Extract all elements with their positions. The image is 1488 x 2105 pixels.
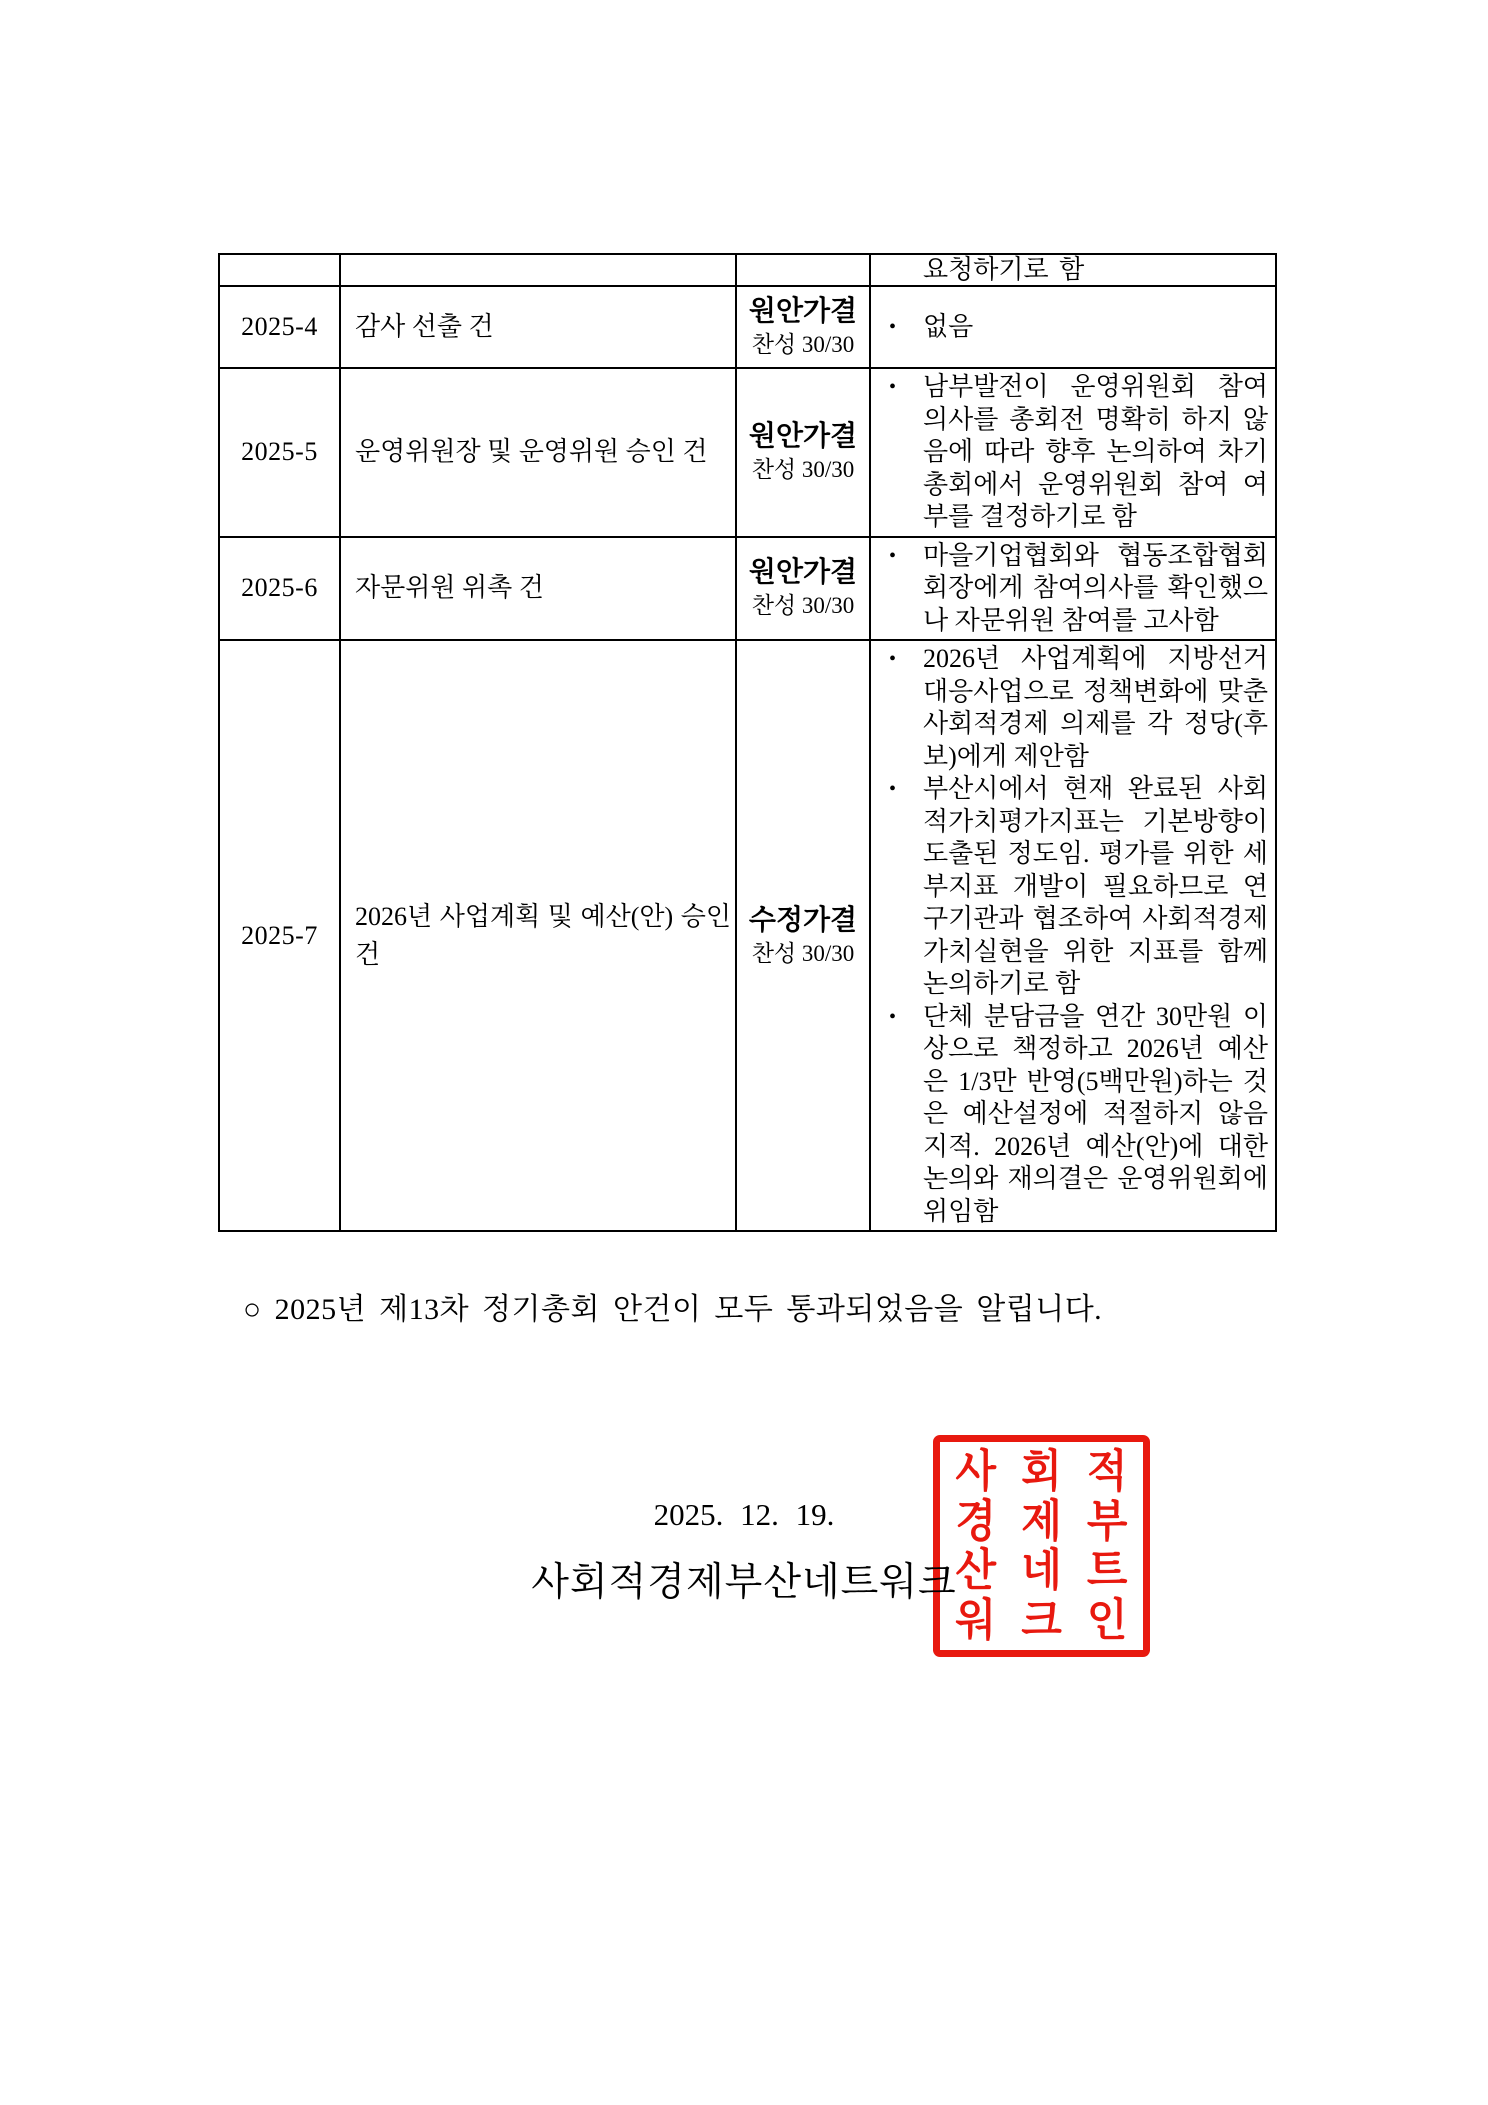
seal-character: 워 (955, 1595, 997, 1645)
seal-character: 트 (1086, 1546, 1128, 1596)
table-row-continuation (219, 254, 1276, 286)
announcement-line: ○ 2025년 제13차 정기총회 안건이 모두 통과되었음을 알립니다. (243, 1293, 1103, 1326)
decision-result: 원안가결 (748, 557, 858, 589)
bullet-icon: • (889, 648, 897, 670)
official-seal (933, 1435, 1150, 1657)
note-item (871, 371, 1275, 534)
decision-result: 원안가결 (748, 296, 858, 327)
seal-character: 제 (1021, 1496, 1062, 1546)
agenda-id: 2025-5 (219, 368, 340, 537)
vote-count: 찬성 30/30 (751, 593, 855, 619)
bullet-icon: • (889, 544, 897, 567)
bullet-icon: • (889, 315, 897, 338)
seal-character: 인 (1086, 1595, 1128, 1645)
seal-character: 적 (1086, 1447, 1128, 1497)
note-item (871, 311, 1275, 344)
bullet-icon: • (889, 376, 897, 398)
agenda-id: 2025-7 (219, 640, 340, 1231)
notes-cell (870, 254, 1276, 286)
bullet-icon: • (889, 778, 897, 800)
agenda-title: 자문위원 위촉 건 (340, 537, 736, 641)
notes-cell (870, 368, 1276, 537)
decision-cell (736, 368, 870, 537)
note-text: 부산시에서 현재 완료된 사회적가치평가지표는 기본방향이 도출된 정도임. 평가를 위한 세부지표 개발이 필요하므로 연구기관과 협조하여 사회적경제 가치실현을 위한 지표를 함께 논의하기로 함 (923, 774, 1268, 998)
vote-count: 찬성 30/30 (751, 332, 855, 357)
empty-cell (340, 254, 736, 286)
notes-cell (870, 286, 1276, 368)
table-row (219, 537, 1276, 641)
note-item (871, 540, 1275, 638)
note-text: 2026년 사업계획에 지방선거 대응사업으로 정책변화에 맞춘 사회적경제 의제를 각 정당(후보)에게 제안함 (923, 644, 1268, 771)
empty-cell (219, 254, 340, 286)
vote-count: 찬성 30/30 (751, 940, 855, 966)
agenda-title: 감사 선출 건 (340, 286, 736, 368)
seal-character: 네 (1021, 1546, 1062, 1596)
note-item (871, 643, 1275, 773)
empty-cell (736, 254, 870, 286)
agenda-results-table (218, 253, 1277, 1232)
vote-count: 찬성 30/30 (751, 457, 855, 483)
seal-character: 사 (955, 1447, 997, 1497)
note-item (871, 1001, 1275, 1229)
document-date: 2025. 12. 19. (653, 1497, 835, 1532)
decision-cell (736, 537, 870, 641)
seal-character: 부 (1086, 1496, 1128, 1546)
seal-character: 산 (955, 1546, 997, 1596)
table-row (219, 368, 1276, 537)
note-text: 없음 (923, 311, 974, 341)
note-text: 남부발전이 운영위원회 참여 의사를 총회전 명확히 하지 않음에 따라 향후 논의하여 차기 총회에서 운영위원회 참여 여부를 결정하기로 함 (923, 372, 1268, 531)
bullet-icon: • (889, 1005, 897, 1028)
note-text: 단체 분담금을 연간 30만원 이상으로 책정하고 2026년 예산은 1/3만 반영(5백만원)하는 것은 예산설정에 적절하지 않음 지적. 2026년 예산(안)에 대한 논의와 재의결은 운영위원회에 위임함 (923, 1001, 1268, 1226)
agenda-title: 운영위원장 및 운영위원 승인 건 (340, 368, 736, 537)
decision-cell (736, 286, 870, 368)
continuation-note: 요청하기로 함 (923, 255, 1085, 284)
agenda-title: 2026년 사업계획 및 예산(안) 승인 건 (340, 640, 736, 1231)
agenda-id: 2025-6 (219, 537, 340, 641)
notes-cell (870, 640, 1276, 1231)
decision-cell (736, 640, 870, 1231)
agenda-id: 2025-4 (219, 286, 340, 368)
notes-cell (870, 537, 1276, 641)
seal-character: 경 (955, 1496, 997, 1546)
organization-name: 사회적경제부산네트워크 (531, 1561, 957, 1604)
decision-result: 수정가결 (748, 904, 858, 936)
table-row (219, 286, 1276, 368)
seal-character: 크 (1021, 1595, 1062, 1645)
seal-character: 회 (1021, 1447, 1062, 1497)
decision-result: 원안가결 (748, 421, 858, 453)
note-item (871, 773, 1275, 1001)
note-text: 마을기업협회와 협동조합협회 회장에게 참여의사를 확인했으나 자문위원 참여를 고사함 (923, 540, 1268, 635)
table-row (219, 640, 1276, 1231)
